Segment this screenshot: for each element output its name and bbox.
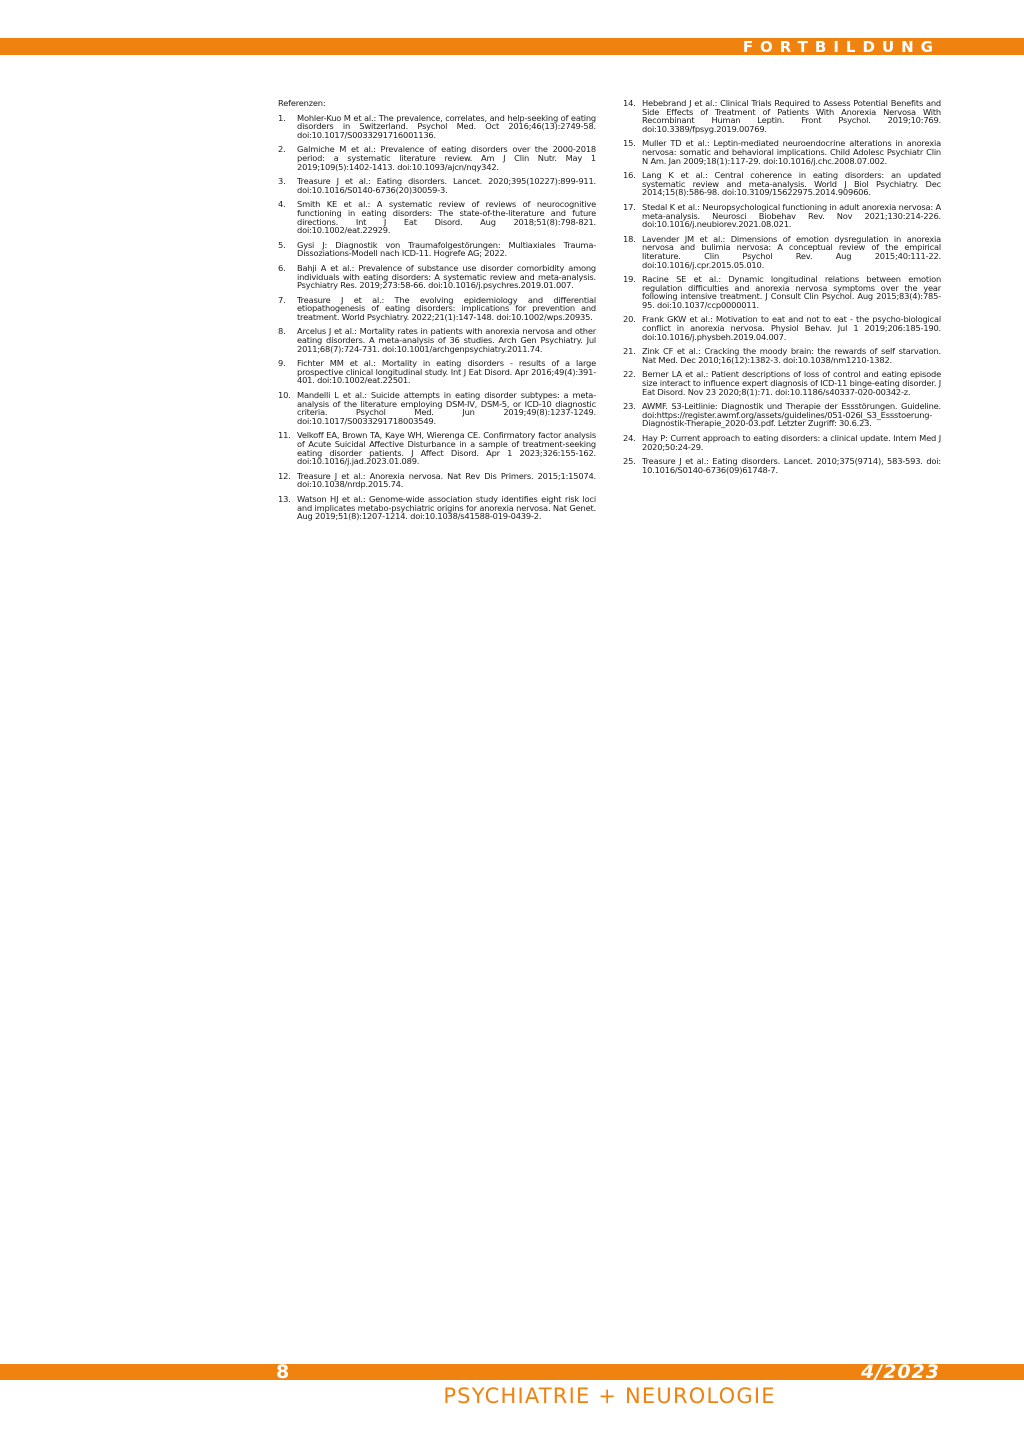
reference-text: Treasure J et al.: Eating disorders. Lancet. 2010;375(9714), 583-593. doi: 10.1016/S0140-6736(09)61748-7. — [642, 456, 941, 475]
reference-item — [623, 315, 941, 341]
reference-number: 16. — [623, 170, 636, 181]
reference-number: 5. — [278, 239, 286, 250]
reference-item — [278, 241, 596, 258]
reference-text: Treasure J et al.: Eating disorders. Lancet. 2020;395(10227):899-911. doi:10.1016/S0140-6736(20)30059-3. — [297, 176, 596, 195]
reference-number: 9. — [278, 358, 286, 369]
reference-item — [278, 495, 596, 521]
reference-item — [623, 402, 941, 428]
reference-number: 17. — [623, 201, 636, 212]
journal-title: PSYCHIATRIE + NEUROLOGIE — [443, 1384, 776, 1408]
reference-item — [278, 177, 596, 194]
reference-text: Frank GKW et al.: Motivation to eat and not to eat - the psycho-biological conflict in anorexia nervosa. Physiol Behav. Jul 1 2019;206:185-190. doi:10.1016/j.physbeh.2019.04.007. — [642, 314, 941, 342]
section-label: FORTBILDUNG — [742, 38, 940, 56]
reference-text: Velkoff EA, Brown TA, Kaye WH, Wierenga CE. Confirmatory factor analysis of Acute Suicidal Affective Disturbance in a sample of treatment-seeking eating disorder patients. J Affect Disord. Apr 1 2023;326:155-162. doi:10.1016/j.jad.2023.01.089. — [297, 430, 596, 467]
reference-item — [278, 431, 596, 465]
reference-number: 24. — [623, 433, 636, 443]
reference-item — [623, 171, 941, 197]
reference-number: 11. — [278, 430, 291, 441]
references-column-right — [623, 99, 941, 480]
reference-item — [623, 457, 941, 474]
reference-item — [623, 235, 941, 269]
reference-number: 12. — [278, 470, 291, 481]
reference-text: Bahji A et al.: Prevalence of substance use disorder comorbidity among individuals with eating disorders: A systematic review and meta-analysis. Psychiatry Res. 2019;273:58-66. doi:10.1016/j.psychres.2019.01.007. — [297, 262, 596, 291]
reference-number: 2. — [278, 144, 286, 155]
reference-number: 23. — [623, 401, 636, 412]
reference-text: Muller TD et al.: Leptin-mediated neuroendocrine alterations in anorexia nervosa: somatic and behavioral implications. Child Adolesc Psychiatr Clin N Am. Jan 2009;18(1):117-29. doi:10.1016/j.chc.2008.07.002. — [642, 138, 941, 166]
reference-text: Gysi J: Diagnostik von Traumafolgestörungen: Multiaxiales Trauma-Dissoziations-Modell nach ICD-11. Hogrefe AG; 2022. — [297, 239, 596, 259]
reference-item — [623, 275, 941, 309]
reference-item — [278, 391, 596, 425]
reference-item — [278, 145, 596, 171]
reference-text: Galmiche M et al.: Prevalence of eating disorders over the 2000-2018 period: a systematic literature review. Am J Clin Nutr. May 1 2019;109(5):1402-1413. doi:10.1093/ajcn/nqy342. — [297, 144, 596, 172]
reference-text: Fichter MM et al.: Mortality in eating disorders - results of a large prospective clinical longitudinal study. Int J Eat Disord. Apr 2016;49(4):391-401. doi:10.1002/eat.22501. — [297, 358, 596, 386]
reference-number: 8. — [278, 326, 286, 337]
reference-text: Hay P: Current approach to eating disorders: a clinical update. Intern Med J 2020;50:24-29. — [642, 433, 941, 452]
reference-item — [278, 296, 596, 322]
reference-text: Mandelli L et al.: Suicide attempts in eating disorder subtypes: a meta-analysis of the literature employing DSM-IV, DSM-5, or ICD-10 diagnostic criteria. Psychol Med. Jun 2019;49(8):1237-1249. doi:10.1017/S0033291718003549. — [297, 390, 596, 426]
reference-number: 22. — [623, 369, 636, 380]
reference-text: Stedal K et al.: Neuropsychological functioning in adult anorexia nervosa: A meta-analysis. Neurosci Biobehav Rev. Nov 2021;130:214-226. doi:10.1016/j.neubiorev.2021.08.021. — [642, 201, 941, 230]
reference-number: 14. — [623, 98, 636, 108]
reference-number: 25. — [623, 456, 636, 467]
reference-text: Zink CF et al.: Cracking the moody brain: the rewards of self starvation. Nat Med. Dec 2010;16(12):1382-3. doi:10.1038/nm1210-1382. — [642, 346, 941, 365]
reference-number: 7. — [278, 294, 286, 305]
reference-item — [278, 264, 596, 290]
reference-item — [623, 139, 941, 165]
reference-text: Mohler-Kuo M et al.: The prevalence, correlates, and help-seeking of eating disorders in Switzerland. Psychol Med. Oct 2016;46(13):2749-58. doi:10.1017/S0033291716001136. — [297, 112, 596, 140]
reference-number: 3. — [278, 176, 286, 187]
reference-number: 15. — [623, 138, 636, 149]
reference-item — [278, 327, 596, 353]
reference-text: Watson HJ et al.: Genome-wide association study identifies eight risk loci and implicates metabo-psychiatric origins for anorexia nervosa. Nat Genet. Aug 2019;51(8):1207-1214. doi:10.1038/s41588-019-0439-2. — [297, 493, 596, 522]
reference-number: 1. — [278, 112, 286, 123]
reference-item — [623, 347, 941, 364]
reference-item — [278, 200, 596, 234]
reference-text: Treasure J et al.: Anorexia nervosa. Nat Rev Dis Primers. 2015;1:15074. doi:10.1038/nrdp.2015.74. — [297, 470, 596, 490]
reference-number: 18. — [623, 233, 636, 244]
reference-list-left — [278, 114, 596, 521]
reference-number: 21. — [623, 346, 636, 357]
reference-text: Berner LA et al.: Patient descriptions of loss of control and eating episode size interact to influence expert diagnosis of ICD-11 binge-eating disorder. J Eat Disord. Nov 23 2020;8(1):71. doi:10.1186/s40337-020-00342-z. — [642, 369, 941, 397]
references-column-left — [278, 99, 596, 527]
reference-number: 6. — [278, 262, 286, 273]
reference-text: Hebebrand J et al.: Clinical Trials Required to Assess Potential Benefits and Side Effects of Treatment of Patients With Anorexia Nervosa With Recombinant Human Leptin. Front Psychol. 2019;10:769. doi:10.3389/fpsyg.2019.00769. — [642, 98, 941, 134]
reference-item — [623, 203, 941, 229]
reference-item — [278, 359, 596, 385]
references-heading: Referenzen: — [278, 98, 326, 108]
reference-list-right — [623, 99, 941, 474]
issue-number: 4/2023 — [860, 1361, 940, 1383]
reference-item — [623, 370, 941, 396]
reference-text: AWMF. S3-Leitlinie: Diagnostik und Therapie der Essstörungen. Guideline. doi:https://register.awmf.org/assets/guidelines/051-026l_S3_Essstoerung-Diagnostik-Therapie_2020-03.pdf. Letzter Zugriff: 30.6.23. — [642, 401, 941, 429]
reference-item — [623, 434, 941, 451]
reference-number: 4. — [278, 199, 286, 210]
reference-text: Lavender JM et al.: Dimensions of emotion dysregulation in anorexia nervosa and bulimia nervosa: A conceptual review of the empirical literature. Clin Psychol Rev. Aug 2015;40:111-22. doi:10.1016/j.cpr.2015.05.010. — [642, 233, 941, 270]
reference-text: Treasure J et al.: The evolving epidemiology and differential etiopathogenesis of eating disorders: implications for prevention and treatment. World Psychiatry. 2022;21(1):147-148. doi:10.1002/wps.20935. — [297, 294, 596, 322]
reference-number: 19. — [623, 274, 636, 285]
reference-text: Racine SE et al.: Dynamic longitudinal relations between emotion regulation difficulties and anorexia nervosa symptoms over the year following intensive treatment. J Consult Clin Psychol. Aug 2015;83(4):785-95. doi:10.1037/ccp0000011. — [642, 274, 941, 310]
reference-number: 13. — [278, 493, 291, 504]
page-number: 8 — [276, 1361, 290, 1383]
reference-text: Arcelus J et al.: Mortality rates in patients with anorexia nervosa and other eating disorders. A meta-analysis of 36 studies. Arch Gen Psychiatry. Jul 2011;68(7):724-731. doi:10.1001/archgenpsychiatry.2011.74. — [297, 326, 596, 354]
reference-text: Lang K et al.: Central coherence in eating disorders: an updated systematic review and meta-analysis. World J Biol Psychiatry. Dec 2014;15(8):586-98. doi:10.3109/15622975.2014.909606. — [642, 170, 941, 198]
reference-number: 10. — [278, 390, 291, 401]
reference-text: Smith KE et al.: A systematic review of reviews of neurocognitive functioning in eating disorders: The state-of-the-literature and future directions. Int J Eat Disord. Aug 2018;51(8):798-821. doi:10.1002/eat.22929. — [297, 199, 596, 236]
reference-number: 20. — [623, 314, 636, 325]
reference-item — [623, 99, 941, 133]
reference-item — [278, 472, 596, 489]
reference-item — [278, 114, 596, 140]
